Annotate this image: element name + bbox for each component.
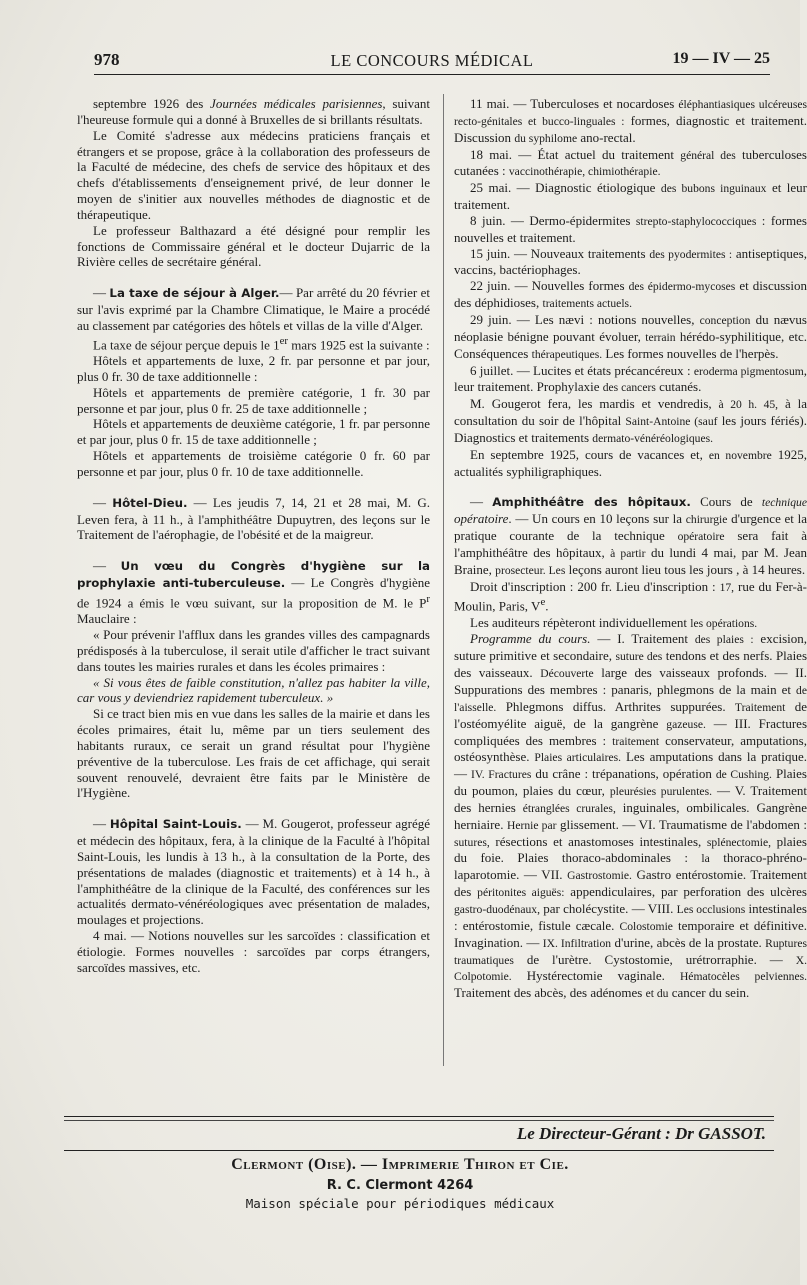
text-run: Hôtels et appartements de troisième catégorie 0 fr. 60 par personne et par jour, plus 0 fr. 10 de taxe additionnelle. <box>77 448 430 479</box>
text-run: temporaire et définitive. Invagination. — <box>454 917 807 950</box>
text-run: des épidermo-mycoses <box>628 280 736 294</box>
text-run: la <box>701 852 710 866</box>
text-run: 29 juin. — Les nævi : notions nouvelles, <box>470 311 700 327</box>
section-title: La taxe de séjour à Alger. <box>109 286 280 301</box>
paragraph <box>454 396 807 447</box>
paragraph <box>77 675 430 707</box>
text-run: cancer du sein. <box>668 985 750 1001</box>
paragraph <box>454 213 807 246</box>
printer-registration: R. C. Clermont 4264 <box>326 1178 474 1193</box>
text-run: 8 juin. — Dermo-épidermites <box>470 212 636 228</box>
paragraph <box>454 246 807 279</box>
text-run: formes, diagnostic et traitement. Discussion <box>454 112 807 145</box>
text-run: de l'urètre. Cystostomie, urétrorraphie. — <box>513 951 796 967</box>
text-run: Droit d'inscription : 200 fr. Lieu d'inscription : <box>470 578 720 594</box>
text-run: 18 mai. — État actuel du traitement <box>470 146 681 162</box>
text-run: — <box>93 285 110 301</box>
paragraph <box>454 363 807 397</box>
text-run: opératoire <box>454 511 509 527</box>
text-run: Si ce tract bien mis en vue dans les salles de la mairie et dans les écoles primaires, était lu, même par un tiers seulement des habitants ruraux, ce serait un grand résultat pour l'hygiène préventive de la tuberculose. Les frais de cet affichage, qui serait souvent renouvelé, devraient être faits par le Ministère de l'Hygiène. <box>77 706 430 801</box>
text-run: du syphilome <box>514 131 578 145</box>
text-run: résections et anastomoses intestinales, <box>489 833 707 849</box>
text-run: — Par arrêté du 20 février et sur l'avis exprimé par la Chambre Climatique, le Maire a procédé au classement par catégories des hôtels et villas de la ville d'Alger. <box>77 285 430 333</box>
footer-rule-thin <box>64 1120 774 1121</box>
paragraph <box>454 96 807 147</box>
text-run: — <box>470 494 493 510</box>
text-run: conservateur, amputations, ostéosynthèse. <box>454 732 807 765</box>
text-run: rue du Fer-à-Moulin, Paris, V <box>454 578 807 614</box>
text-run: — I. Traitement <box>590 631 695 647</box>
section-title: Hôpital Saint-Louis. <box>109 817 242 832</box>
text-run: Plaies du poumon, plaies du cœur, <box>454 766 807 799</box>
paragraph <box>454 147 807 181</box>
text-run: d'urine, abcès de la prostate. <box>611 934 766 950</box>
text-run: hérédo-syphilitique, etc. Conséquences <box>454 328 807 361</box>
journal-title: LE CONCOURS MÉDICAL <box>330 51 534 70</box>
text-run: du crâne : trépanations, opération <box>531 766 716 782</box>
text-run: péritonites aiguës: <box>477 886 565 900</box>
paragraph <box>77 495 430 544</box>
text-run: du nævus néoplasie bénigne pouvant évoluer, <box>454 311 807 344</box>
text-run: leçons auront lieu tous les jours , à 14 heures. <box>565 561 806 577</box>
text-run: Les occlusions <box>676 902 746 916</box>
text-run: Le professeur Balthazard a été désigné pour remplir les fonctions de Commissaire général et le docteur Dujarric de la Rivière celles de secrétaire général. <box>77 222 430 270</box>
paragraph <box>77 223 430 271</box>
text-run: 17, <box>719 580 735 594</box>
text-run: excision, suture primitive et secondaire, <box>454 631 807 664</box>
text-run: — III. Fractures compliquées des membres : <box>454 715 807 748</box>
text-run: à la consultation du soir de l'hôpital <box>454 396 807 429</box>
text-run: : formes nouvelles et traitement. <box>454 212 807 245</box>
text-run: cutanés. <box>655 379 702 395</box>
text-run: des plaies : <box>694 633 754 647</box>
text-run: Les amputations dans la pratique. — <box>454 749 807 782</box>
right-column <box>454 96 807 1002</box>
text-run: — Le Congrès d'hygiène de 1924 a émis le vœu suivant, sur la proposition de M. le P <box>77 575 430 611</box>
text-run: er <box>279 334 289 347</box>
text-run: En septembre 1925, cours de vacances et, <box>470 446 709 462</box>
text-run: Traitement <box>734 700 786 714</box>
director-signature: Le Directeur-Gérant : Dr GASSOT. <box>516 1124 766 1143</box>
text-run: Colostomie <box>619 919 673 933</box>
text-run: prosecteur. Les <box>495 563 566 577</box>
text-run: — <box>93 558 121 574</box>
paragraph <box>77 334 430 353</box>
text-run: général des <box>680 148 736 162</box>
text-run: — <box>93 494 113 510</box>
text-run: ano-rectal. <box>577 129 636 145</box>
text-run: Phlegmons diffus. Arthrites suppurées. <box>496 698 735 714</box>
paragraph <box>454 579 807 615</box>
text-run: — V. Traitement des hernies <box>454 783 807 815</box>
text-run: 22 juin. — Nouvelles formes <box>470 278 629 294</box>
paragraph <box>77 627 430 675</box>
text-run: « Pour prévenir l'afflux dans les grandes villes des campagnards prédisposés à la tuberculose, il serait utile d'afficher le tract suivant dans toutes les mairies rurales et dans les écoles primaires : <box>77 626 430 674</box>
text-run: tuberculoses cutanées : <box>454 146 807 179</box>
text-run: Hystérectomie vaginale. <box>511 968 680 984</box>
text-run: 6 juillet. — Lucites et états précancéreux : <box>470 362 694 378</box>
text-run: de l'aisselle. <box>454 684 807 714</box>
text-run: e <box>540 596 546 609</box>
page-number: 978 <box>94 50 120 69</box>
text-run: sutures, <box>454 835 490 849</box>
paragraph <box>454 278 807 312</box>
paragraph <box>454 312 807 363</box>
text-run: et discussion des déphidioses, <box>454 278 807 311</box>
text-run: traitement <box>612 734 660 748</box>
text-run: sera fait à l'amphithéâtre des hôpitaux, <box>454 528 807 560</box>
text-run: de l'ostéomyélite aiguë, de la gangrène <box>454 698 807 731</box>
page-header <box>94 50 770 75</box>
text-run: strepto-staphylococciques <box>635 214 757 228</box>
paragraph <box>454 631 807 1002</box>
text-run: terrain <box>645 330 676 344</box>
text-run: thérapeutiques. <box>531 347 603 361</box>
section-title: Amphithéâtre des hôpitaux. <box>492 495 691 510</box>
text-run: à partir <box>610 546 646 560</box>
text-run: en novembre <box>708 448 772 462</box>
text-run: Cours de <box>690 494 762 510</box>
text-run: suture des <box>615 650 663 664</box>
paragraph <box>77 928 430 976</box>
text-run: . <box>545 598 549 614</box>
text-run: antiseptiques, vaccins, bactériophages. <box>454 245 807 278</box>
text-run: des bubons inguinaux <box>660 182 767 196</box>
text-run: chirurgie <box>685 513 728 527</box>
text-run: par cholécystite. — VIII. <box>539 900 677 916</box>
text-run: Gastrostomie. <box>567 869 632 883</box>
text-run: large des vaisseaux profonds. — II. Suppurations des membres : panaris, phlegmons de la main et <box>454 665 807 698</box>
text-run: Le Comité s'adresse aux médecins praticiens français et étrangers et se propose, grâce à la collaboration des professeurs de la Faculté de médecine, des chefs de service des hôpitaux et des chefs d'établissements d'enseignement privé, de leur donner le moyen de s'initier aux nouvelles méthodes de diagnostic et de thérapeutique. <box>77 127 430 222</box>
text-run: 4 mai. — Notions nouvelles sur les sarcoïdes : classification et étiologie. Formes nouvelles : sarcoïdes par corps étrangers, sarcoïdes massives, etc. <box>77 928 430 975</box>
section-title: Un vœu du Congrès d'hygiène sur la prophylaxie anti-tuberculeuse. <box>77 559 431 591</box>
paragraph <box>77 285 430 334</box>
text-run: appendiculaires, par perforation des ulcères <box>564 884 807 900</box>
text-run: Saint-Antoine (sauf <box>625 415 718 429</box>
text-run: Hôtels et appartements de luxe, 2 fr. par personne et par jour, plus 0 fr. 30 de taxe additionnelle : <box>77 352 430 384</box>
text-run: des pyodermites : <box>649 247 733 261</box>
text-run: étranglées crurales, <box>522 801 616 815</box>
paragraph <box>77 448 430 480</box>
text-run: glissement. — VI. Traumatisme de l'abdomen : <box>556 816 807 832</box>
text-run: 25 mai. — Diagnostic étiologique <box>470 180 661 196</box>
footer-rule-top <box>64 1116 774 1117</box>
text-run: Mauclaire : <box>77 611 137 627</box>
text-run: thoraco-phréno-laparotomie. — VII. <box>454 850 807 883</box>
text-run: Hernie par <box>506 818 557 832</box>
paragraph <box>77 353 430 385</box>
paragraph <box>454 615 807 632</box>
text-run: . — Un cours en 10 leçons sur la <box>508 511 686 527</box>
text-run: Programme du cours. <box>470 631 591 647</box>
text-run: Découverte <box>540 667 594 681</box>
text-run: et du <box>645 987 669 1001</box>
paragraph <box>77 558 430 627</box>
printer-name: Clermont (Oise). — Imprimerie Thiron et Cie. <box>231 1156 569 1173</box>
text-run: tendons et des nerfs. Plaies des vaisseaux. <box>454 648 807 681</box>
text-run: traitements actuels. <box>542 297 632 311</box>
text-run: opératoire <box>677 530 725 544</box>
paragraph <box>77 416 430 448</box>
footer-rule-bottom <box>64 1150 774 1151</box>
text-run: — M. Gougerot, professeur agrégé et médecin des hôpitaux, fera, à la clinique de la Faculté à l'hôpital Saint-Louis, les lundis à 13 h., à la consultation de la Porte, des présentations de malades (diagnostic et traitements) et à 14 h., à l'amphithéâtre de la clinique de la Faculté, des conférences sur les actualités dermato-vénéréologiques avec présentation de malades, moulages et projections. <box>77 816 431 928</box>
text-run: Plaies articulaires. <box>534 751 622 765</box>
paragraph <box>454 180 807 213</box>
text-run: Les formes nouvelles de l'herpès. <box>602 345 779 361</box>
text-run: les opérations. <box>690 616 758 630</box>
text-run: du lundi 4 mai, par M. Jean Braine, <box>454 544 807 577</box>
text-run: Traitement des abcès, des adénomes <box>454 985 646 1001</box>
issue-date: 19 — IV — 25 <box>672 50 770 67</box>
text-run: des cancers <box>602 381 656 395</box>
text-run: splénectomie, <box>706 835 771 849</box>
text-run: , suivant l'heureuse formule qui a donné à Bruxelles de si brillants résultats. <box>77 96 430 127</box>
text-run: vaccinothérapie, chimiothérapie. <box>508 165 661 179</box>
text-run: de Cushing. <box>715 768 772 782</box>
text-run: La taxe de séjour perçue depuis le 1 <box>93 337 280 353</box>
left-column <box>77 96 430 976</box>
text-run: eroderma pigmentosum <box>693 364 804 378</box>
text-run: Gastro entérostomie. Traitement des <box>454 867 807 900</box>
text-run: mars 1925 est la suivante : <box>288 337 430 353</box>
text-run: X. Colpotomie. <box>454 953 807 984</box>
text-run: dermato-vénéréologiques. <box>592 431 714 445</box>
text-run: Ruptures traumatiques <box>454 936 807 967</box>
printer-specialty: Maison spéciale pour périodiques médicaux <box>245 1196 555 1211</box>
text-run: — <box>93 816 110 832</box>
text-run: , leur traitement. Prophylaxie <box>454 362 807 395</box>
text-run: — Les jeudis 7, 14, 21 et 28 mai, M. G. Leven fera, à 11 h., à l'amphithéâtre Dupuytren, des leçons sur le Traitement de l'aérophagie, de l'obésité et de la maigreur. <box>77 494 430 543</box>
text-run: gastro-duodénaux, <box>454 902 540 916</box>
text-run: IV. Fractures <box>470 768 532 782</box>
text-run: Les auditeurs répèteront individuellement <box>470 614 691 630</box>
text-run: pleurésies purulentes. <box>609 785 712 799</box>
section-title: Hôtel-Dieu. <box>112 495 188 510</box>
text-run: Hôtels et appartements de première catégorie, 1 fr. 30 par personne et par jour, plus 0 fr. 25 de taxe additionnelle ; <box>77 384 430 416</box>
text-run: plaies du foie. Plaies thoraco-abdominales : <box>454 833 807 866</box>
text-run: Hématocèles pelviennes. <box>679 970 807 984</box>
paragraph <box>77 128 430 223</box>
text-run: M. Gougerot fera, les mardis et vendredis, <box>470 396 719 412</box>
paragraph <box>77 706 430 801</box>
text-run: intestinales : entérostomie, fistule cæcale. <box>454 900 807 933</box>
paragraph <box>77 816 430 928</box>
text-run: 15 juin. — Nouveaux traitements <box>470 245 650 261</box>
text-run: inguinales, ombilicales. Gangrène herniaire. <box>454 799 807 832</box>
text-run: les jours fériés). Diagnostics et traitements <box>454 413 807 445</box>
text-run: septembre 1926 des <box>93 96 211 111</box>
text-run: Hôtels et appartements de deuxième catégorie, 1 fr. par personne et par jour, plus 0 fr. 15 de taxe additionnelle ; <box>77 416 430 448</box>
text-run: d'urgence et la pratique courante de la technique <box>454 511 807 544</box>
paragraph <box>454 494 807 578</box>
paragraph <box>77 385 430 417</box>
text-run: 11 mai. — Tuberculoses et nocardoses <box>470 96 679 111</box>
text-run: et leur traitement. <box>454 180 807 213</box>
text-run: r <box>426 592 430 605</box>
text-run: à 20 h. 45, <box>718 398 779 412</box>
text-run: éléphantiasiques ulcéreuses recto-génitales et bucco-linguales : <box>454 98 807 128</box>
paragraph <box>77 96 430 128</box>
paragraph <box>454 447 807 480</box>
text-run: « Si vous êtes de faible constitution, n'allez pas habiter la ville, car vous y deviendriez rapidement tuberculeux. » <box>77 674 430 706</box>
text-run: technique <box>761 496 807 510</box>
text-run: IX. Infiltration <box>542 936 612 950</box>
text-run: conception <box>699 313 751 327</box>
text-run: gazeuse. <box>666 717 706 731</box>
text-run: Journées médicales parisiennes <box>210 96 383 111</box>
text-run: 1925, actualités syphiligraphiques. <box>454 446 807 479</box>
column-divider <box>443 94 444 1066</box>
